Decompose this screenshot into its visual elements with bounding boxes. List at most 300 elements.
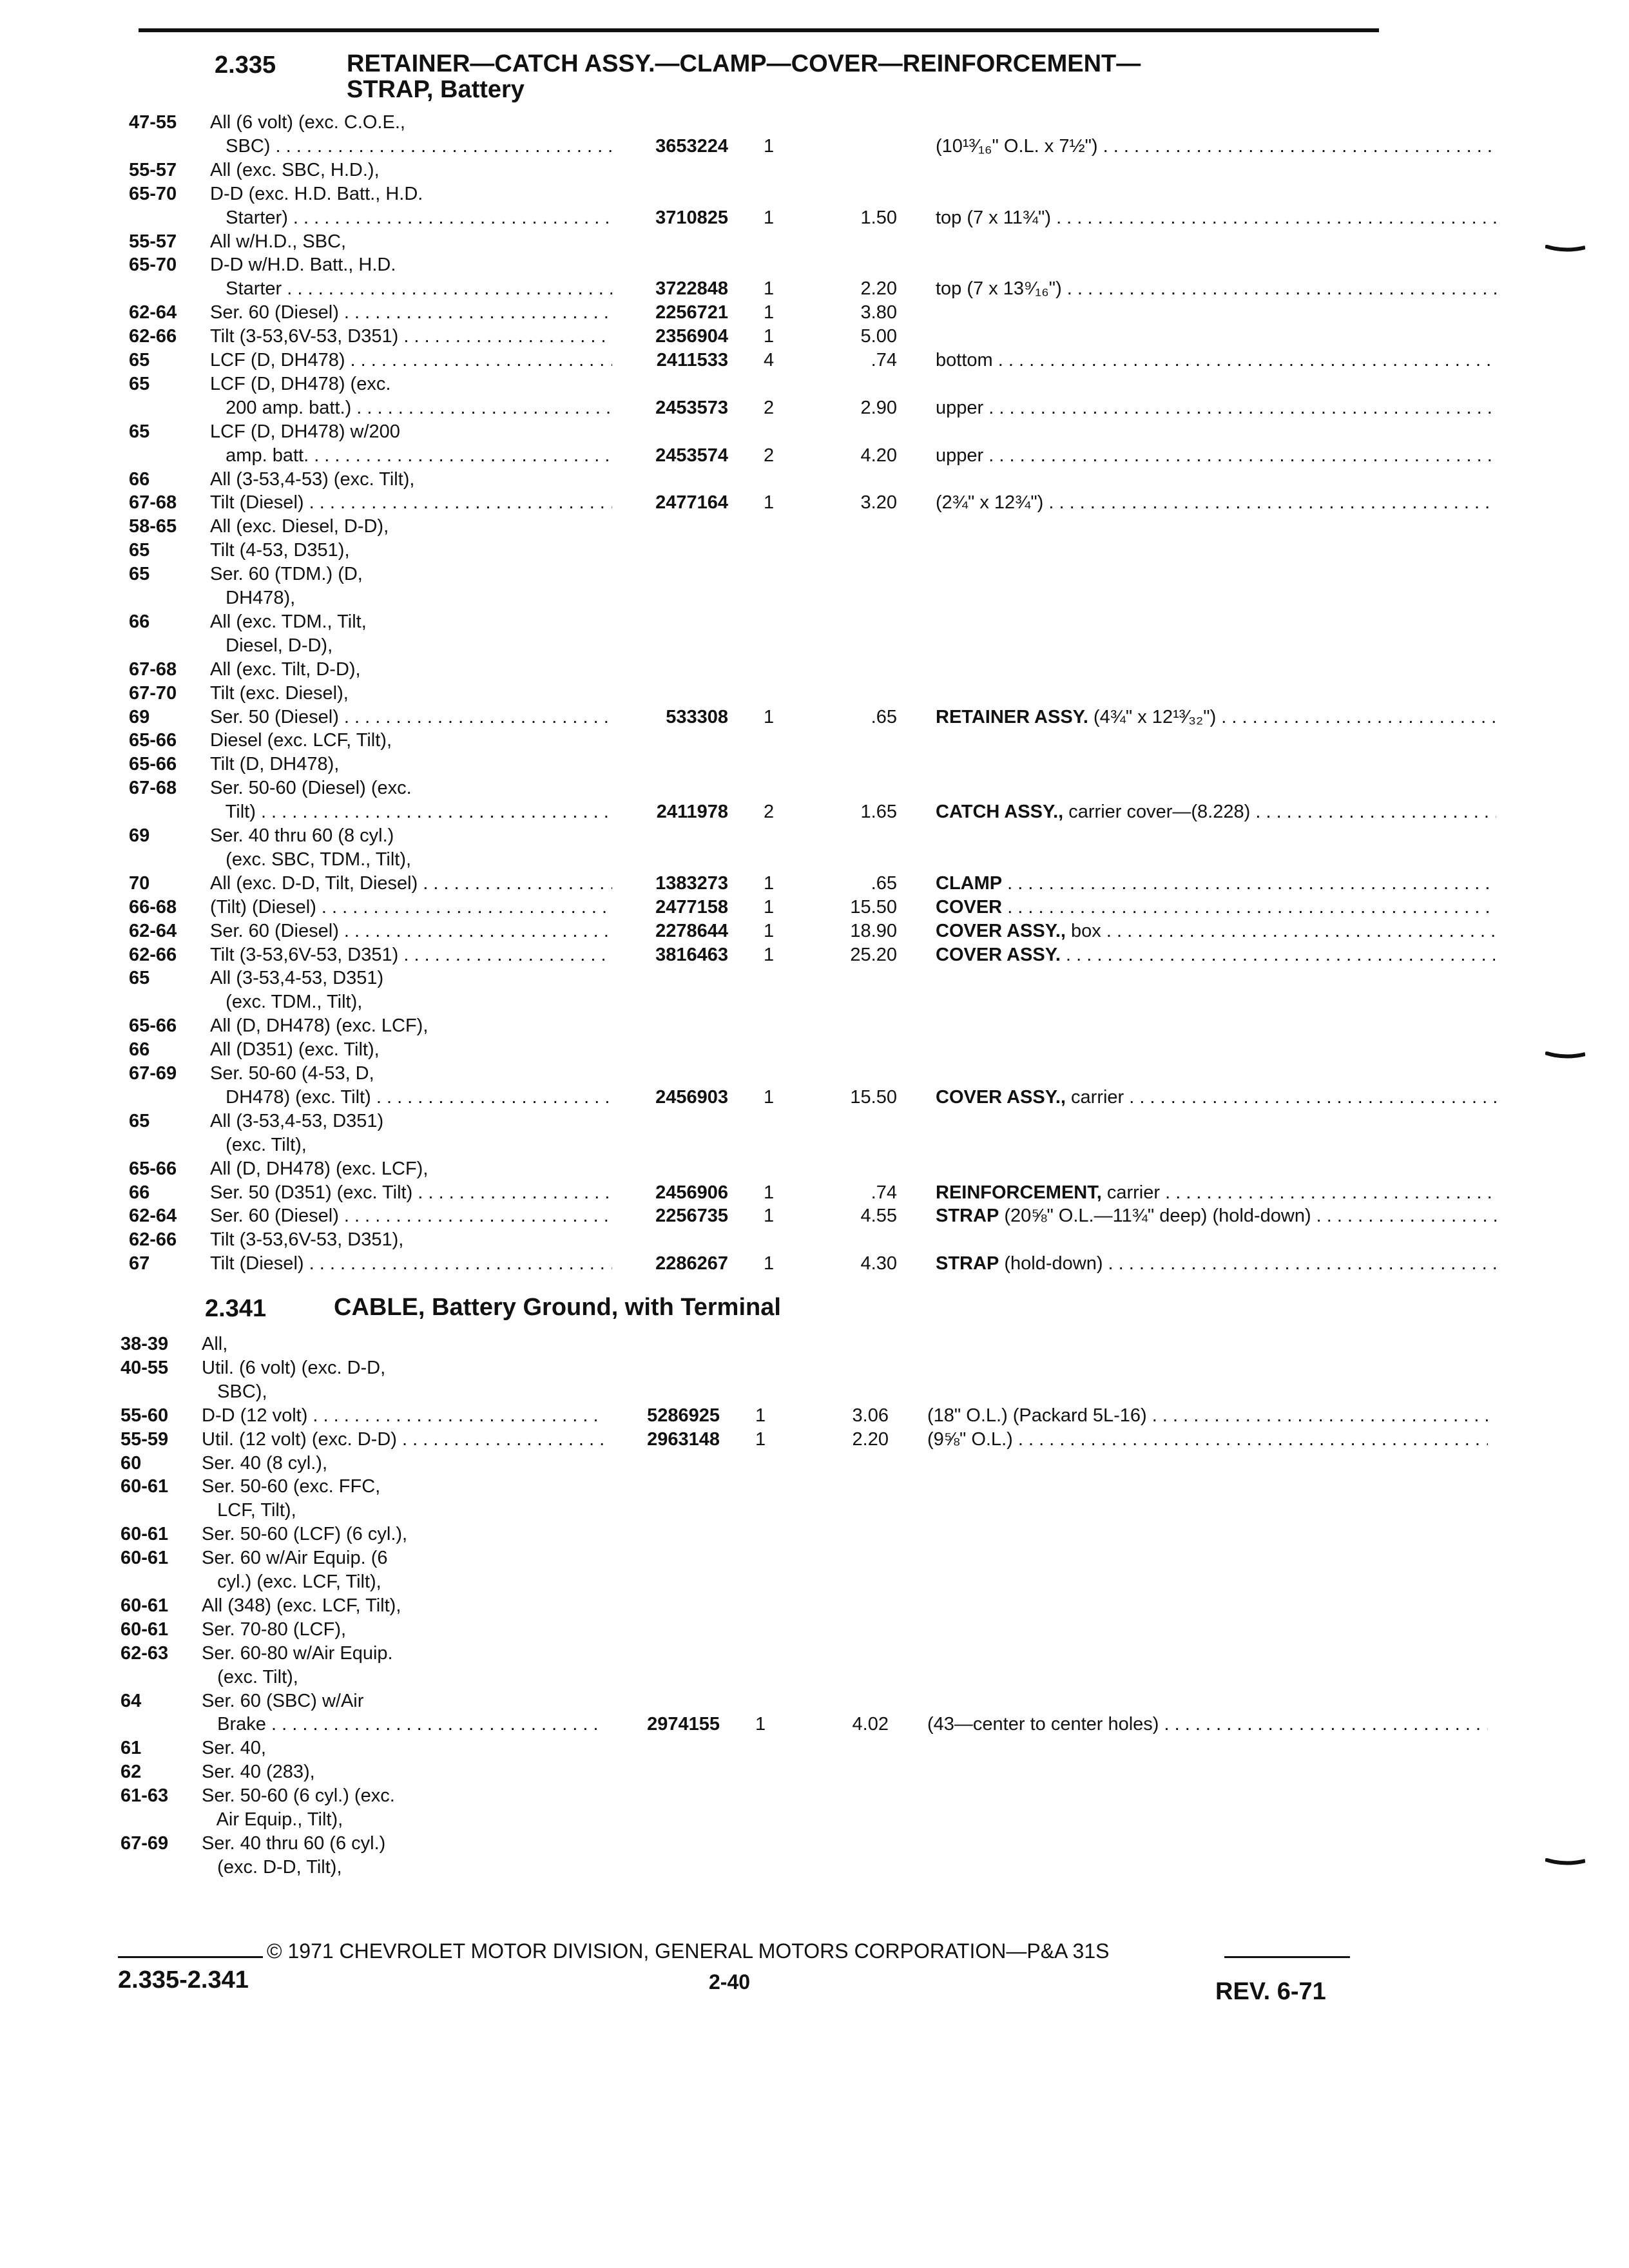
quantity: 1	[764, 302, 775, 323]
part-detail: (9⅝" O.L.)	[927, 1428, 1013, 1450]
model-application: D-D (exc. H.D. Batt., H.D.	[210, 183, 423, 204]
table-row	[129, 466, 1373, 492]
model-application: Ser. 70-80 (LCF),	[202, 1619, 347, 1640]
part-description	[936, 133, 1496, 159]
table-row	[129, 133, 1373, 159]
part-number: 2456906	[655, 1182, 728, 1203]
part-description	[927, 1711, 1488, 1737]
section-title-line1: RETAINER—CATCH ASSY.—CLAMP—COVER—REINFORCEMENT—	[347, 50, 1141, 77]
model-application: Ser. 60-80 w/Air Equip.	[202, 1642, 393, 1664]
part-name: RETAINER ASSY.	[936, 706, 1088, 727]
part-number: 2456903	[655, 1086, 728, 1108]
model-application: D-D w/H.D. Batt., H.D.	[210, 255, 396, 276]
table-row	[120, 1735, 1373, 1761]
quantity: 1	[755, 1428, 766, 1450]
table-row	[129, 989, 1373, 1015]
table-row	[129, 1180, 1373, 1206]
edge-mark	[1545, 245, 1585, 254]
model-application: Ser. 50-60 (6 cyl.) (exc.	[202, 1785, 395, 1807]
table-row	[129, 514, 1373, 539]
model-application: Tilt) . . .	[210, 799, 612, 825]
table-row	[129, 965, 1373, 991]
table-row	[129, 799, 1373, 825]
part-description	[936, 704, 1496, 730]
model-year: 65-66	[129, 730, 177, 751]
model-year: 67-70	[129, 682, 177, 704]
quantity: 1	[764, 326, 775, 347]
model-year: 70	[129, 872, 150, 894]
table-row	[120, 1427, 1373, 1452]
section-title-line2: STRAP, Battery	[347, 76, 525, 103]
footer-page-number: 2-40	[709, 1970, 751, 1994]
edge-mark	[1545, 1052, 1585, 1061]
table-row	[129, 727, 1373, 753]
table-row	[129, 894, 1373, 920]
model-application: All (348) (exc. LCF, Tilt),	[202, 1595, 401, 1616]
part-detail: top (7 x 13⁹⁄₁₆")	[936, 278, 1062, 300]
table-row	[120, 1783, 1373, 1809]
part-detail: (43—center to center holes)	[927, 1714, 1159, 1735]
table-row	[129, 1203, 1373, 1229]
table-row	[120, 1854, 1373, 1880]
part-number: 2256721	[655, 302, 728, 323]
table-row	[129, 371, 1373, 397]
table-row	[120, 1521, 1373, 1547]
table-row	[129, 323, 1373, 349]
model-year: 65-70	[129, 183, 177, 204]
model-application: Util. (6 volt) (exc. D-D,	[202, 1357, 386, 1378]
model-application: Tilt (D, DH478),	[210, 754, 340, 775]
model-application: Tilt (Diesel) . . .	[210, 1251, 612, 1276]
model-year: 55-60	[120, 1405, 169, 1426]
part-detail: box	[1065, 920, 1101, 941]
model-application: Starter . . .	[210, 276, 612, 302]
table-row	[120, 1403, 1373, 1428]
model-application: Ser. 40 (8 cyl.),	[202, 1452, 328, 1474]
model-application: All (exc. D-D, Tilt, Diesel) . . .	[210, 870, 612, 896]
model-year: 66	[129, 468, 150, 490]
price: 25.20	[850, 944, 897, 965]
part-number: 2477164	[655, 492, 728, 514]
model-year: 62-66	[129, 1229, 177, 1251]
table-row	[120, 1617, 1373, 1642]
table-row	[129, 847, 1373, 872]
table-row	[129, 490, 1373, 515]
price: 3.20	[860, 492, 897, 514]
model-application: cyl.) (exc. LCF, Tilt),	[202, 1571, 381, 1592]
quantity: 1	[764, 944, 775, 965]
quantity: 1	[764, 278, 775, 300]
table-row	[129, 870, 1373, 896]
model-application: 200 amp. batt.) . . .	[210, 395, 612, 421]
table-row	[129, 1227, 1373, 1253]
model-application: Tilt (4-53, D351),	[210, 540, 350, 561]
table-row	[129, 229, 1373, 255]
model-application: Tilt (3-53,6V-53, D351) . . .	[210, 323, 612, 349]
model-year: 65	[129, 540, 150, 561]
price: 3.06	[852, 1405, 889, 1426]
part-detail: (2¾" x 12¾")	[936, 492, 1044, 514]
model-application: (exc. SBC, TDM., Tilt),	[210, 849, 412, 870]
model-year: 65-70	[129, 255, 177, 276]
model-application: All (exc. Tilt, D-D),	[210, 658, 361, 680]
model-year: 67-68	[129, 492, 177, 514]
part-number: 533308	[666, 706, 728, 727]
part-number: 2278644	[655, 920, 728, 941]
model-application: DH478) (exc. Tilt) . . .	[210, 1084, 612, 1110]
model-year: 64	[120, 1690, 142, 1711]
model-application: All (exc. Diesel, D-D),	[210, 516, 389, 537]
table-row	[129, 704, 1373, 730]
price: 4.20	[860, 445, 897, 466]
model-application: All (exc. SBC, H.D.),	[210, 159, 380, 180]
model-application: D-D (12 volt) . . .	[202, 1403, 604, 1428]
table-row	[129, 537, 1373, 563]
model-year: 62-64	[129, 1206, 177, 1227]
table-row	[129, 1132, 1373, 1158]
model-year: 62-64	[129, 920, 177, 941]
model-application: Ser. 60 (Diesel) . . .	[210, 300, 612, 325]
model-application: Ser. 40 (283),	[202, 1762, 315, 1783]
model-application: (exc. Tilt),	[210, 1134, 307, 1155]
table-row	[120, 1711, 1373, 1737]
part-description	[936, 1251, 1496, 1276]
model-application: Ser. 60 (SBC) w/Air	[202, 1690, 364, 1711]
model-year: 61	[120, 1738, 142, 1759]
model-application: Ser. 60 (Diesel) . . .	[210, 918, 612, 944]
table-row	[129, 1037, 1373, 1062]
table-row	[129, 633, 1373, 658]
part-detail: carrier	[1065, 1086, 1124, 1108]
model-year: 65-66	[129, 754, 177, 775]
price: 4.02	[852, 1714, 889, 1735]
model-year: 67	[129, 1253, 150, 1274]
quantity: 1	[764, 135, 775, 157]
model-year: 60	[120, 1452, 142, 1474]
model-application: LCF (D, DH478) w/200	[210, 421, 400, 442]
model-application: Ser. 50-60 (exc. FFC,	[202, 1476, 381, 1497]
table-row	[129, 1061, 1373, 1086]
table-row	[129, 823, 1373, 849]
model-application: LCF (D, DH478) (exc.	[210, 373, 391, 394]
model-application: All (D351) (exc. Tilt),	[210, 1039, 380, 1061]
model-application: All (3-53,4-53) (exc. Tilt),	[210, 468, 415, 490]
part-description	[936, 942, 1496, 968]
price: .74	[871, 1182, 897, 1203]
part-name: COVER	[936, 896, 1003, 918]
model-application: All (D, DH478) (exc. LCF),	[210, 1158, 429, 1179]
model-application: Ser. 50-60 (LCF) (6 cyl.),	[202, 1524, 408, 1545]
model-application: Ser. 60 (Diesel) . . .	[210, 1203, 612, 1229]
model-application: All (6 volt) (exc. C.O.E.,	[210, 112, 405, 133]
model-year: 65	[129, 968, 150, 989]
model-year: 65-66	[129, 1015, 177, 1037]
table-row	[129, 419, 1373, 445]
part-name: STRAP	[936, 1253, 999, 1274]
part-number: 3816463	[655, 944, 728, 965]
price: 15.50	[850, 1086, 897, 1108]
part-name: CLAMP	[936, 872, 1003, 894]
price: .65	[871, 872, 897, 894]
price: 2.90	[860, 397, 897, 418]
model-year: 66-68	[129, 896, 177, 918]
price: 4.30	[860, 1253, 897, 1274]
part-detail: top (7 x 11¾")	[936, 207, 1052, 228]
model-year: 67-69	[120, 1832, 169, 1854]
table-row	[129, 585, 1373, 611]
quantity: 2	[764, 397, 775, 418]
part-number: 5286925	[647, 1405, 720, 1426]
part-description	[927, 1427, 1488, 1452]
table-row	[129, 1084, 1373, 1110]
part-description	[927, 1403, 1488, 1428]
model-application: (exc. TDM., Tilt),	[210, 992, 363, 1013]
table-row	[120, 1474, 1373, 1499]
model-application: LCF (D, DH478) . . .	[210, 347, 612, 373]
table-row	[129, 1013, 1373, 1039]
part-number: 2477158	[655, 896, 728, 918]
quantity: 1	[764, 896, 775, 918]
quantity: 1	[764, 1086, 775, 1108]
table-row	[120, 1664, 1373, 1690]
table-row	[129, 609, 1373, 635]
model-year: 60-61	[120, 1524, 169, 1545]
part-description	[936, 490, 1496, 515]
model-year: 66	[129, 1039, 150, 1061]
part-description	[936, 799, 1496, 825]
part-description	[936, 918, 1496, 944]
table-row	[129, 157, 1373, 183]
part-number: 3710825	[655, 207, 728, 228]
model-year: 66	[129, 1182, 150, 1203]
model-year: 65	[129, 350, 150, 370]
quantity: 1	[764, 920, 775, 941]
model-application: Util. (12 volt) (exc. D-D) . . .	[202, 1427, 604, 1452]
table-row	[129, 110, 1373, 135]
table-row	[120, 1450, 1373, 1476]
model-year: 40-55	[120, 1357, 169, 1378]
part-number: 2356904	[655, 326, 728, 347]
model-year: 67-68	[129, 778, 177, 799]
table-row	[120, 1831, 1373, 1856]
model-application: DH478),	[210, 588, 296, 608]
top-rule	[139, 28, 1379, 32]
table-row	[129, 252, 1373, 278]
model-application: Diesel, D-D),	[210, 635, 333, 656]
table-row	[120, 1593, 1373, 1619]
quantity: 1	[764, 1182, 775, 1203]
model-application: (exc. Tilt),	[202, 1666, 298, 1687]
table-row	[120, 1569, 1373, 1595]
footer-rule-left	[118, 1956, 263, 1958]
part-number: 2453574	[655, 445, 728, 466]
part-detail: upper	[936, 445, 984, 466]
part-number: 3722848	[655, 278, 728, 300]
part-number: 2963148	[647, 1428, 720, 1450]
quantity: 1	[755, 1405, 766, 1426]
model-year: 67-69	[129, 1063, 177, 1084]
part-detail: bottom	[936, 350, 993, 370]
model-application: Ser. 50-60 (4-53, D,	[210, 1063, 374, 1084]
model-year: 69	[129, 825, 150, 846]
model-application: All (3-53,4-53, D351)	[210, 968, 384, 989]
price: 2.20	[860, 278, 897, 300]
table-row	[129, 1251, 1373, 1276]
edge-mark	[1545, 1858, 1585, 1867]
model-year: 47-55	[129, 112, 177, 133]
model-application: All (D, DH478) (exc. LCF),	[210, 1015, 429, 1037]
table-row	[129, 395, 1373, 421]
part-name: REINFORCEMENT,	[936, 1182, 1102, 1203]
part-description	[936, 443, 1496, 468]
part-name: COVER ASSY.,	[936, 920, 1066, 941]
part-number: 3653224	[655, 135, 728, 157]
part-number: 2411533	[656, 350, 728, 370]
model-application: Ser. 40,	[202, 1738, 266, 1759]
model-application: SBC) . . .	[210, 133, 612, 159]
part-name: CATCH ASSY.,	[936, 802, 1064, 823]
model-application: (Tilt) (Diesel) . . .	[210, 894, 612, 920]
price: 4.55	[860, 1206, 897, 1227]
part-number: 2286267	[655, 1253, 728, 1274]
model-year: 62-63	[120, 1642, 169, 1664]
model-year: 62-66	[129, 326, 177, 347]
table-row	[120, 1807, 1373, 1832]
model-application: Starter) . . .	[210, 205, 612, 231]
part-description	[936, 276, 1496, 302]
model-application: Ser. 50 (Diesel) . . .	[210, 704, 612, 730]
model-year: 66	[129, 611, 150, 632]
part-number: 1383273	[655, 872, 728, 894]
footer-revision: REV. 6-71	[1215, 1978, 1326, 2005]
footer-section-range: 2.335-2.341	[118, 1966, 249, 1994]
quantity: 1	[764, 872, 775, 894]
table-row	[129, 1156, 1373, 1182]
model-application: SBC),	[202, 1381, 267, 1402]
model-year: 65	[129, 1110, 150, 1131]
model-year: 60-61	[120, 1595, 169, 1616]
section-header-2335	[215, 52, 1374, 104]
price: 1.50	[860, 207, 897, 228]
footer-rule-right	[1224, 1956, 1350, 1958]
model-application: Tilt (Diesel) . . .	[210, 490, 612, 515]
table-row	[120, 1545, 1373, 1571]
model-application: Ser. 40 thru 60 (8 cyl.)	[210, 825, 394, 846]
part-number: 2256735	[655, 1206, 728, 1227]
model-year: 62-64	[129, 302, 177, 323]
model-year: 67-68	[129, 658, 177, 680]
quantity: 2	[764, 445, 775, 466]
model-application: Ser. 60 (TDM.) (D,	[210, 564, 363, 585]
table-row	[120, 1497, 1373, 1523]
price: 18.90	[850, 920, 897, 941]
table-row	[129, 443, 1373, 468]
model-application: All (3-53,4-53, D351)	[210, 1110, 384, 1131]
model-application: Ser. 50-60 (Diesel) (exc.	[210, 778, 412, 799]
part-number: 2411978	[656, 802, 728, 823]
model-year: 65	[129, 564, 150, 585]
model-application: Air Equip., Tilt),	[202, 1809, 343, 1830]
table-row	[120, 1355, 1373, 1381]
model-application: Brake . . .	[202, 1711, 604, 1737]
model-application: All w/H.D., SBC,	[210, 231, 347, 252]
part-description	[936, 1084, 1496, 1110]
part-detail: (10¹³⁄₁₆" O.L. x 7½")	[936, 135, 1098, 157]
model-year: 60-61	[120, 1619, 169, 1640]
price: .65	[871, 706, 897, 727]
model-application: amp. batt. . . .	[210, 443, 612, 468]
price: 2.20	[852, 1428, 889, 1450]
model-year: 65	[129, 421, 150, 442]
price: 5.00	[860, 326, 897, 347]
table-row	[129, 205, 1373, 231]
model-application: Ser. 40 thru 60 (6 cyl.)	[202, 1832, 386, 1854]
model-year: 61-63	[120, 1785, 169, 1807]
part-detail: carrier	[1101, 1182, 1161, 1203]
section-number: 2.335	[215, 52, 276, 79]
table-row	[129, 775, 1373, 801]
table-row	[120, 1688, 1373, 1714]
part-detail: upper	[936, 397, 984, 418]
table-row	[120, 1331, 1373, 1357]
part-description	[936, 1180, 1496, 1206]
model-application: Ser. 50 (D351) (exc. Tilt) . . .	[210, 1180, 612, 1206]
model-year: 60-61	[120, 1476, 169, 1497]
model-application: All (exc. TDM., Tilt,	[210, 611, 367, 632]
quantity: 1	[764, 706, 775, 727]
part-description	[936, 205, 1496, 231]
model-year: 38-39	[120, 1334, 169, 1354]
quantity: 2	[764, 802, 775, 823]
model-application: (exc. D-D, Tilt),	[202, 1856, 342, 1878]
table-row	[129, 300, 1373, 325]
model-application: Tilt (exc. Diesel),	[210, 682, 349, 704]
part-description	[936, 894, 1496, 920]
part-detail: carrier cover—(8.228)	[1063, 802, 1251, 823]
model-application: LCF, Tilt),	[202, 1500, 296, 1521]
price: 15.50	[850, 896, 897, 918]
quantity: 4	[764, 350, 775, 370]
model-year: 62-66	[129, 944, 177, 965]
table-row	[129, 918, 1373, 944]
model-year: 65	[129, 373, 150, 394]
table-row	[129, 181, 1373, 207]
quantity: 1	[764, 1253, 775, 1274]
part-number: 2974155	[647, 1714, 720, 1735]
part-description	[936, 870, 1496, 896]
table-row	[129, 751, 1373, 777]
model-year: 65-66	[129, 1158, 177, 1179]
table-row	[120, 1379, 1373, 1405]
section-header-2341	[205, 1295, 1365, 1322]
model-year: 62	[120, 1762, 142, 1783]
model-year: 58-65	[129, 516, 177, 537]
table-row	[120, 1640, 1373, 1666]
model-year: 55-57	[129, 231, 177, 252]
table-row	[129, 657, 1373, 682]
part-name: COVER ASSY.,	[936, 1086, 1066, 1108]
part-name: STRAP	[936, 1206, 999, 1227]
part-description	[936, 347, 1496, 373]
quantity: 1	[764, 492, 775, 514]
part-number: 2453573	[655, 397, 728, 418]
quantity: 1	[764, 1206, 775, 1227]
part-description	[936, 1203, 1496, 1229]
model-application: Tilt (3-53,6V-53, D351),	[210, 1229, 404, 1251]
price: 1.65	[860, 802, 897, 823]
section-number: 2.341	[205, 1295, 267, 1322]
model-application: Ser. 60 w/Air Equip. (6	[202, 1548, 388, 1569]
